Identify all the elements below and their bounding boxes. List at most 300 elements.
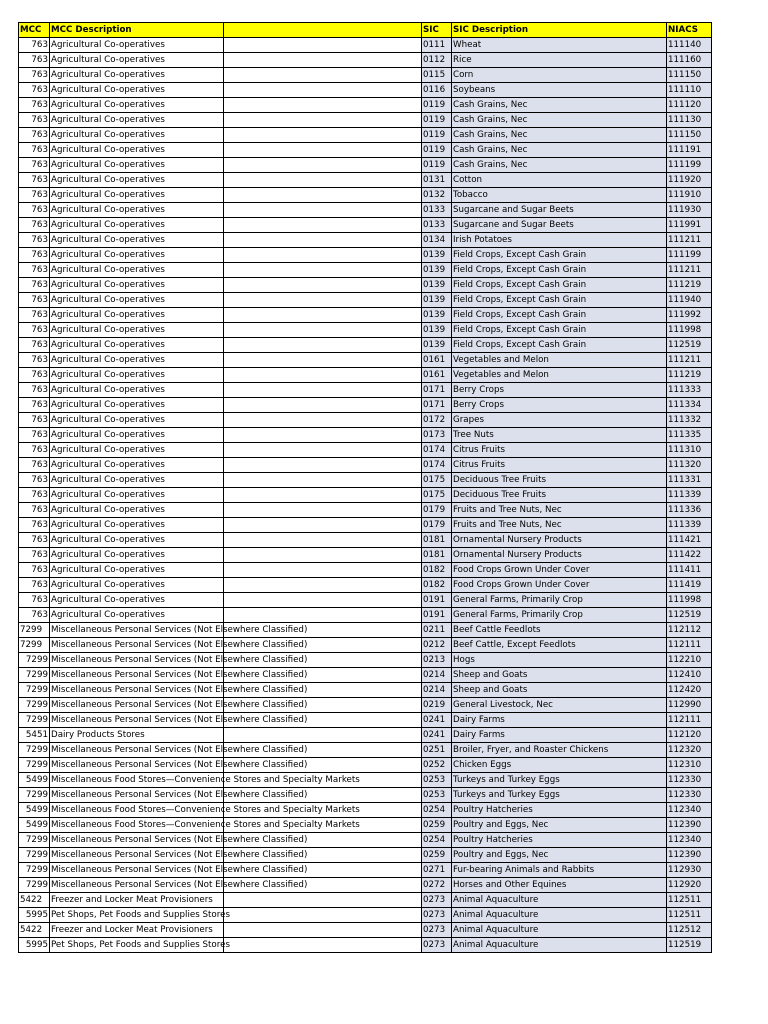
sic-cell[interactable]: 0161 — [422, 368, 452, 383]
mcc-cell[interactable]: 763 — [19, 458, 50, 473]
mcc-cell[interactable]: 7299 — [19, 713, 50, 728]
blank-cell[interactable] — [224, 368, 422, 383]
sic-description-cell[interactable]: Beef Cattle, Except Feedlots — [452, 638, 667, 653]
sic-description-cell[interactable]: Food Crops Grown Under Cover — [452, 563, 667, 578]
mcc-cell[interactable]: 763 — [19, 578, 50, 593]
sic-cell[interactable]: 0139 — [422, 278, 452, 293]
sic-cell[interactable]: 0191 — [422, 593, 452, 608]
blank-cell[interactable] — [224, 83, 422, 98]
sic-description-cell[interactable]: Sheep and Goats — [452, 683, 667, 698]
sic-description-cell[interactable]: Berry Crops — [452, 398, 667, 413]
niacs-cell[interactable]: 112920 — [667, 878, 712, 893]
mcc-cell[interactable]: 763 — [19, 608, 50, 623]
sic-cell[interactable]: 0254 — [422, 803, 452, 818]
mcc-cell[interactable]: 763 — [19, 518, 50, 533]
blank-cell[interactable] — [224, 113, 422, 128]
blank-cell[interactable] — [224, 548, 422, 563]
sic-description-cell[interactable]: Food Crops Grown Under Cover — [452, 578, 667, 593]
sic-cell[interactable]: 0173 — [422, 428, 452, 443]
mcc-description-cell[interactable]: Agricultural Co-operatives — [50, 503, 224, 518]
sic-cell[interactable]: 0134 — [422, 233, 452, 248]
sic-cell[interactable]: 0241 — [422, 713, 452, 728]
niacs-cell[interactable]: 111110 — [667, 83, 712, 98]
sic-cell[interactable]: 0181 — [422, 548, 452, 563]
blank-cell[interactable] — [224, 248, 422, 263]
sic-cell[interactable]: 0174 — [422, 443, 452, 458]
sic-description-cell[interactable]: Field Crops, Except Cash Grain — [452, 323, 667, 338]
sic-cell[interactable]: 0119 — [422, 128, 452, 143]
blank-cell[interactable] — [224, 398, 422, 413]
mcc-cell[interactable]: 763 — [19, 278, 50, 293]
sic-description-cell[interactable]: Dairy Farms — [452, 728, 667, 743]
mcc-cell[interactable]: 7299 — [19, 668, 50, 683]
niacs-cell[interactable]: 112511 — [667, 893, 712, 908]
sic-cell[interactable]: 0252 — [422, 758, 452, 773]
niacs-cell[interactable]: 112111 — [667, 638, 712, 653]
niacs-cell[interactable]: 112390 — [667, 848, 712, 863]
mcc-description-cell[interactable]: Agricultural Co-operatives — [50, 68, 224, 83]
mcc-cell[interactable]: 7299 — [19, 698, 50, 713]
mcc-description-cell[interactable]: Agricultural Co-operatives — [50, 473, 224, 488]
mcc-cell[interactable]: 5499 — [19, 818, 50, 833]
mcc-cell[interactable]: 763 — [19, 308, 50, 323]
mcc-description-cell[interactable]: Freezer and Locker Meat Provisioners — [50, 923, 224, 938]
blank-cell[interactable] — [224, 563, 422, 578]
niacs-cell[interactable]: 111211 — [667, 233, 712, 248]
sic-cell[interactable]: 0219 — [422, 698, 452, 713]
blank-cell[interactable] — [224, 38, 422, 53]
sic-cell[interactable]: 0132 — [422, 188, 452, 203]
blank-cell[interactable] — [224, 428, 422, 443]
niacs-cell[interactable]: 112112 — [667, 623, 712, 638]
blank-cell[interactable] — [224, 188, 422, 203]
sic-description-cell[interactable]: Field Crops, Except Cash Grain — [452, 293, 667, 308]
mcc-description-cell[interactable]: Agricultural Co-operatives — [50, 548, 224, 563]
niacs-cell[interactable]: 112519 — [667, 938, 712, 953]
niacs-cell[interactable]: 111940 — [667, 293, 712, 308]
mcc-description-cell[interactable]: Agricultural Co-operatives — [50, 608, 224, 623]
mcc-cell[interactable]: 7299 — [19, 743, 50, 758]
header-sic[interactable]: SIC — [422, 23, 452, 38]
sic-description-cell[interactable]: Poultry Hatcheries — [452, 803, 667, 818]
sic-cell[interactable]: 0133 — [422, 218, 452, 233]
niacs-cell[interactable]: 112111 — [667, 713, 712, 728]
niacs-cell[interactable]: 111130 — [667, 113, 712, 128]
niacs-cell[interactable]: 111335 — [667, 428, 712, 443]
blank-cell[interactable] — [224, 353, 422, 368]
blank-cell[interactable] — [224, 293, 422, 308]
niacs-cell[interactable]: 112930 — [667, 863, 712, 878]
mcc-cell[interactable]: 763 — [19, 533, 50, 548]
mcc-description-cell[interactable]: Agricultural Co-operatives — [50, 593, 224, 608]
sic-cell[interactable]: 0253 — [422, 773, 452, 788]
blank-cell[interactable] — [224, 263, 422, 278]
niacs-cell[interactable]: 112320 — [667, 743, 712, 758]
header-blank[interactable] — [224, 23, 422, 38]
mcc-cell[interactable]: 7299 — [19, 863, 50, 878]
mcc-description-cell[interactable]: Miscellaneous Personal Services (Not Elsewhere Classified) — [50, 698, 224, 713]
blank-cell[interactable] — [224, 233, 422, 248]
mcc-cell[interactable]: 763 — [19, 488, 50, 503]
sic-description-cell[interactable]: General Livestock, Nec — [452, 698, 667, 713]
sic-cell[interactable]: 0111 — [422, 38, 452, 53]
mcc-cell[interactable]: 763 — [19, 113, 50, 128]
mcc-cell[interactable]: 7299 — [19, 683, 50, 698]
niacs-cell[interactable]: 111998 — [667, 323, 712, 338]
mcc-cell[interactable]: 763 — [19, 53, 50, 68]
niacs-cell[interactable]: 111211 — [667, 263, 712, 278]
niacs-cell[interactable]: 111120 — [667, 98, 712, 113]
sic-cell[interactable]: 0213 — [422, 653, 452, 668]
niacs-cell[interactable]: 111334 — [667, 398, 712, 413]
niacs-cell[interactable]: 112120 — [667, 728, 712, 743]
mcc-cell[interactable]: 7299 — [19, 878, 50, 893]
mcc-description-cell[interactable]: Agricultural Co-operatives — [50, 158, 224, 173]
sic-description-cell[interactable]: Cash Grains, Nec — [452, 98, 667, 113]
niacs-cell[interactable]: 112390 — [667, 818, 712, 833]
mcc-description-cell[interactable]: Agricultural Co-operatives — [50, 563, 224, 578]
mcc-description-cell[interactable]: Miscellaneous Personal Services (Not Elsewhere Classified) — [50, 833, 224, 848]
blank-cell[interactable] — [224, 323, 422, 338]
niacs-cell[interactable]: 111332 — [667, 413, 712, 428]
sic-cell[interactable]: 0112 — [422, 53, 452, 68]
niacs-cell[interactable]: 111191 — [667, 143, 712, 158]
mcc-cell[interactable]: 7299 — [19, 638, 50, 653]
niacs-cell[interactable]: 111211 — [667, 353, 712, 368]
sic-cell[interactable]: 0212 — [422, 638, 452, 653]
sic-description-cell[interactable]: Animal Aquaculture — [452, 938, 667, 953]
mcc-description-cell[interactable]: Freezer and Locker Meat Provisioners — [50, 893, 224, 908]
mcc-description-cell[interactable]: Miscellaneous Personal Services (Not Elsewhere Classified) — [50, 848, 224, 863]
blank-cell[interactable] — [224, 173, 422, 188]
mcc-cell[interactable]: 763 — [19, 188, 50, 203]
sic-cell[interactable]: 0272 — [422, 878, 452, 893]
sic-cell[interactable]: 0115 — [422, 68, 452, 83]
mcc-description-cell[interactable]: Miscellaneous Personal Services (Not Elsewhere Classified) — [50, 713, 224, 728]
sic-description-cell[interactable]: Poultry and Eggs, Nec — [452, 818, 667, 833]
mcc-cell[interactable]: 763 — [19, 443, 50, 458]
niacs-cell[interactable]: 111320 — [667, 458, 712, 473]
sic-description-cell[interactable]: Tobacco — [452, 188, 667, 203]
blank-cell[interactable] — [224, 158, 422, 173]
mcc-description-cell[interactable]: Agricultural Co-operatives — [50, 308, 224, 323]
niacs-cell[interactable]: 111991 — [667, 218, 712, 233]
sic-description-cell[interactable]: Animal Aquaculture — [452, 923, 667, 938]
blank-cell[interactable] — [224, 98, 422, 113]
mcc-description-cell[interactable]: Agricultural Co-operatives — [50, 128, 224, 143]
sic-cell[interactable]: 0139 — [422, 338, 452, 353]
blank-cell[interactable] — [224, 488, 422, 503]
blank-cell[interactable] — [224, 68, 422, 83]
sic-description-cell[interactable]: Vegetables and Melon — [452, 353, 667, 368]
niacs-cell[interactable]: 112512 — [667, 923, 712, 938]
sic-description-cell[interactable]: Field Crops, Except Cash Grain — [452, 338, 667, 353]
mcc-description-cell[interactable]: Dairy Products Stores — [50, 728, 224, 743]
mcc-description-cell[interactable]: Agricultural Co-operatives — [50, 338, 224, 353]
niacs-cell[interactable]: 112340 — [667, 803, 712, 818]
niacs-cell[interactable]: 111339 — [667, 518, 712, 533]
mcc-cell[interactable]: 763 — [19, 83, 50, 98]
sic-cell[interactable]: 0182 — [422, 563, 452, 578]
sic-description-cell[interactable]: Sugarcane and Sugar Beets — [452, 218, 667, 233]
sic-cell[interactable]: 0259 — [422, 848, 452, 863]
mcc-cell[interactable]: 5422 — [19, 893, 50, 908]
mcc-description-cell[interactable]: Agricultural Co-operatives — [50, 458, 224, 473]
sic-description-cell[interactable]: Cotton — [452, 173, 667, 188]
mcc-description-cell[interactable]: Miscellaneous Personal Services (Not Elsewhere Classified) — [50, 743, 224, 758]
sic-description-cell[interactable]: Turkeys and Turkey Eggs — [452, 788, 667, 803]
niacs-cell[interactable]: 111998 — [667, 593, 712, 608]
mcc-description-cell[interactable]: Agricultural Co-operatives — [50, 398, 224, 413]
niacs-cell[interactable]: 112511 — [667, 908, 712, 923]
mcc-description-cell[interactable]: Agricultural Co-operatives — [50, 443, 224, 458]
mcc-description-cell[interactable]: Agricultural Co-operatives — [50, 323, 224, 338]
sic-description-cell[interactable]: Fur-bearing Animals and Rabbits — [452, 863, 667, 878]
sic-cell[interactable]: 0174 — [422, 458, 452, 473]
mcc-description-cell[interactable]: Agricultural Co-operatives — [50, 233, 224, 248]
sic-cell[interactable]: 0273 — [422, 923, 452, 938]
mcc-cell[interactable]: 763 — [19, 413, 50, 428]
niacs-cell[interactable]: 111219 — [667, 278, 712, 293]
sic-description-cell[interactable]: Cash Grains, Nec — [452, 128, 667, 143]
mcc-cell[interactable]: 763 — [19, 593, 50, 608]
mcc-cell[interactable]: 5995 — [19, 908, 50, 923]
sic-cell[interactable]: 0175 — [422, 488, 452, 503]
sic-cell[interactable]: 0181 — [422, 533, 452, 548]
sic-cell[interactable]: 0254 — [422, 833, 452, 848]
blank-cell[interactable] — [224, 218, 422, 233]
sic-description-cell[interactable]: Irish Potatoes — [452, 233, 667, 248]
mcc-cell[interactable]: 763 — [19, 248, 50, 263]
mcc-description-cell[interactable]: Agricultural Co-operatives — [50, 263, 224, 278]
niacs-cell[interactable]: 111421 — [667, 533, 712, 548]
sic-cell[interactable]: 0273 — [422, 938, 452, 953]
niacs-cell[interactable]: 111199 — [667, 248, 712, 263]
mcc-description-cell[interactable]: Miscellaneous Personal Services (Not Elsewhere Classified) — [50, 668, 224, 683]
sic-description-cell[interactable]: Animal Aquaculture — [452, 908, 667, 923]
blank-cell[interactable] — [224, 893, 422, 908]
niacs-cell[interactable]: 111331 — [667, 473, 712, 488]
sic-cell[interactable]: 0139 — [422, 308, 452, 323]
mcc-cell[interactable]: 763 — [19, 158, 50, 173]
niacs-cell[interactable]: 111910 — [667, 188, 712, 203]
sic-description-cell[interactable]: Tree Nuts — [452, 428, 667, 443]
sic-cell[interactable]: 0171 — [422, 398, 452, 413]
mcc-cell[interactable]: 763 — [19, 353, 50, 368]
niacs-cell[interactable]: 112310 — [667, 758, 712, 773]
blank-cell[interactable] — [224, 443, 422, 458]
mcc-cell[interactable]: 7299 — [19, 788, 50, 803]
sic-description-cell[interactable]: Grapes — [452, 413, 667, 428]
niacs-cell[interactable]: 111160 — [667, 53, 712, 68]
mcc-cell[interactable]: 5995 — [19, 938, 50, 953]
mcc-description-cell[interactable]: Agricultural Co-operatives — [50, 83, 224, 98]
mcc-cell[interactable]: 763 — [19, 68, 50, 83]
sic-cell[interactable]: 0119 — [422, 143, 452, 158]
blank-cell[interactable] — [224, 908, 422, 923]
mcc-description-cell[interactable]: Miscellaneous Personal Services (Not Elsewhere Classified) — [50, 683, 224, 698]
mcc-description-cell[interactable]: Miscellaneous Personal Services (Not Elsewhere Classified) — [50, 878, 224, 893]
sic-description-cell[interactable]: Citrus Fruits — [452, 443, 667, 458]
sic-description-cell[interactable]: Cash Grains, Nec — [452, 158, 667, 173]
sic-cell[interactable]: 0251 — [422, 743, 452, 758]
mcc-description-cell[interactable]: Agricultural Co-operatives — [50, 38, 224, 53]
sic-description-cell[interactable]: Ornamental Nursery Products — [452, 548, 667, 563]
header-mcc-description[interactable]: MCC Description — [50, 23, 224, 38]
sic-description-cell[interactable]: Sugarcane and Sugar Beets — [452, 203, 667, 218]
blank-cell[interactable] — [224, 143, 422, 158]
niacs-cell[interactable]: 112410 — [667, 668, 712, 683]
sic-description-cell[interactable]: Berry Crops — [452, 383, 667, 398]
sic-description-cell[interactable]: Turkeys and Turkey Eggs — [452, 773, 667, 788]
mcc-cell[interactable]: 763 — [19, 98, 50, 113]
mcc-description-cell[interactable]: Miscellaneous Personal Services (Not Elsewhere Classified) — [50, 758, 224, 773]
niacs-cell[interactable]: 111930 — [667, 203, 712, 218]
mcc-cell[interactable]: 5451 — [19, 728, 50, 743]
sic-cell[interactable]: 0179 — [422, 503, 452, 518]
sic-cell[interactable]: 0172 — [422, 413, 452, 428]
sic-description-cell[interactable]: Chicken Eggs — [452, 758, 667, 773]
mcc-cell[interactable]: 763 — [19, 383, 50, 398]
blank-cell[interactable] — [224, 383, 422, 398]
sic-cell[interactable]: 0139 — [422, 323, 452, 338]
niacs-cell[interactable]: 112519 — [667, 608, 712, 623]
sic-description-cell[interactable]: Deciduous Tree Fruits — [452, 473, 667, 488]
mcc-cell[interactable]: 763 — [19, 338, 50, 353]
mcc-cell[interactable]: 763 — [19, 293, 50, 308]
mcc-description-cell[interactable]: Agricultural Co-operatives — [50, 383, 224, 398]
header-sic-description[interactable]: SIC Description — [452, 23, 667, 38]
mcc-description-cell[interactable]: Agricultural Co-operatives — [50, 293, 224, 308]
mcc-description-cell[interactable]: Miscellaneous Personal Services (Not Elsewhere Classified) — [50, 653, 224, 668]
sic-cell[interactable]: 0119 — [422, 113, 452, 128]
sic-cell[interactable]: 0241 — [422, 728, 452, 743]
mcc-cell[interactable]: 763 — [19, 38, 50, 53]
niacs-cell[interactable]: 111422 — [667, 548, 712, 563]
sic-description-cell[interactable]: General Farms, Primarily Crop — [452, 608, 667, 623]
sic-description-cell[interactable]: Wheat — [452, 38, 667, 53]
mcc-cell[interactable]: 7299 — [19, 653, 50, 668]
sic-description-cell[interactable]: Poultry Hatcheries — [452, 833, 667, 848]
niacs-cell[interactable]: 112330 — [667, 773, 712, 788]
sic-description-cell[interactable]: Hogs — [452, 653, 667, 668]
mcc-cell[interactable]: 763 — [19, 428, 50, 443]
blank-cell[interactable] — [224, 458, 422, 473]
blank-cell[interactable] — [224, 728, 422, 743]
mcc-cell[interactable]: 763 — [19, 173, 50, 188]
sic-description-cell[interactable]: Beef Cattle Feedlots — [452, 623, 667, 638]
niacs-cell[interactable]: 111920 — [667, 173, 712, 188]
niacs-cell[interactable]: 111199 — [667, 158, 712, 173]
mcc-cell[interactable]: 763 — [19, 398, 50, 413]
sic-description-cell[interactable]: Soybeans — [452, 83, 667, 98]
niacs-cell[interactable]: 111411 — [667, 563, 712, 578]
mcc-cell[interactable]: 763 — [19, 473, 50, 488]
mcc-cell[interactable]: 7299 — [19, 848, 50, 863]
sic-cell[interactable]: 0175 — [422, 473, 452, 488]
mcc-cell[interactable]: 763 — [19, 563, 50, 578]
mcc-cell[interactable]: 763 — [19, 128, 50, 143]
mcc-cell[interactable]: 763 — [19, 323, 50, 338]
niacs-cell[interactable]: 112210 — [667, 653, 712, 668]
sic-cell[interactable]: 0131 — [422, 173, 452, 188]
niacs-cell[interactable]: 111339 — [667, 488, 712, 503]
mcc-description-cell[interactable]: Miscellaneous Personal Services (Not Elsewhere Classified) — [50, 863, 224, 878]
mcc-description-cell[interactable]: Agricultural Co-operatives — [50, 488, 224, 503]
mcc-cell[interactable]: 7299 — [19, 623, 50, 638]
niacs-cell[interactable]: 111419 — [667, 578, 712, 593]
header-niacs[interactable]: NIACS — [667, 23, 712, 38]
sic-cell[interactable]: 0271 — [422, 863, 452, 878]
sic-cell[interactable]: 0133 — [422, 203, 452, 218]
mcc-description-cell[interactable]: Miscellaneous Personal Services (Not Elsewhere Classified) — [50, 788, 224, 803]
sic-description-cell[interactable]: Fruits and Tree Nuts, Nec — [452, 518, 667, 533]
sic-cell[interactable]: 0119 — [422, 158, 452, 173]
niacs-cell[interactable]: 111336 — [667, 503, 712, 518]
mcc-description-cell[interactable]: Miscellaneous Food Stores—Convenience Stores and Specialty Markets — [50, 818, 224, 833]
mcc-description-cell[interactable]: Agricultural Co-operatives — [50, 578, 224, 593]
sic-description-cell[interactable]: Rice — [452, 53, 667, 68]
mcc-cell[interactable]: 5499 — [19, 803, 50, 818]
niacs-cell[interactable]: 111150 — [667, 128, 712, 143]
sic-description-cell[interactable]: Dairy Farms — [452, 713, 667, 728]
mcc-cell[interactable]: 7299 — [19, 833, 50, 848]
niacs-cell[interactable]: 112340 — [667, 833, 712, 848]
mcc-description-cell[interactable]: Agricultural Co-operatives — [50, 518, 224, 533]
niacs-cell[interactable]: 112519 — [667, 338, 712, 353]
mcc-description-cell[interactable]: Agricultural Co-operatives — [50, 113, 224, 128]
blank-cell[interactable] — [224, 338, 422, 353]
sic-description-cell[interactable]: Horses and Other Equines — [452, 878, 667, 893]
sic-cell[interactable]: 0171 — [422, 383, 452, 398]
sic-description-cell[interactable]: Broiler, Fryer, and Roaster Chickens — [452, 743, 667, 758]
mcc-description-cell[interactable]: Pet Shops, Pet Foods and Supplies Stores — [50, 908, 224, 923]
niacs-cell[interactable]: 112330 — [667, 788, 712, 803]
mcc-cell[interactable]: 763 — [19, 368, 50, 383]
sic-description-cell[interactable]: Cash Grains, Nec — [452, 143, 667, 158]
sic-description-cell[interactable]: Field Crops, Except Cash Grain — [452, 308, 667, 323]
blank-cell[interactable] — [224, 128, 422, 143]
blank-cell[interactable] — [224, 593, 422, 608]
sic-cell[interactable]: 0139 — [422, 248, 452, 263]
blank-cell[interactable] — [224, 938, 422, 953]
niacs-cell[interactable]: 111219 — [667, 368, 712, 383]
mcc-description-cell[interactable]: Agricultural Co-operatives — [50, 188, 224, 203]
mcc-description-cell[interactable]: Agricultural Co-operatives — [50, 203, 224, 218]
mcc-cell[interactable]: 5422 — [19, 923, 50, 938]
mcc-cell[interactable]: 7299 — [19, 758, 50, 773]
sic-description-cell[interactable]: Citrus Fruits — [452, 458, 667, 473]
blank-cell[interactable] — [224, 473, 422, 488]
mcc-description-cell[interactable]: Agricultural Co-operatives — [50, 248, 224, 263]
mcc-description-cell[interactable]: Agricultural Co-operatives — [50, 413, 224, 428]
sic-description-cell[interactable]: Poultry and Eggs, Nec — [452, 848, 667, 863]
mcc-description-cell[interactable]: Miscellaneous Personal Services (Not Elsewhere Classified) — [50, 638, 224, 653]
sic-cell[interactable]: 0273 — [422, 893, 452, 908]
mcc-description-cell[interactable]: Agricultural Co-operatives — [50, 368, 224, 383]
blank-cell[interactable] — [224, 923, 422, 938]
mcc-description-cell[interactable]: Agricultural Co-operatives — [50, 278, 224, 293]
mcc-description-cell[interactable]: Miscellaneous Food Stores—Convenience Stores and Specialty Markets — [50, 803, 224, 818]
niacs-cell[interactable]: 111333 — [667, 383, 712, 398]
mcc-cell[interactable]: 763 — [19, 143, 50, 158]
header-mcc[interactable]: MCC — [19, 23, 50, 38]
blank-cell[interactable] — [224, 578, 422, 593]
mcc-description-cell[interactable]: Pet Shops, Pet Foods and Supplies Stores — [50, 938, 224, 953]
sic-cell[interactable]: 0211 — [422, 623, 452, 638]
blank-cell[interactable] — [224, 413, 422, 428]
sic-cell[interactable]: 0139 — [422, 263, 452, 278]
